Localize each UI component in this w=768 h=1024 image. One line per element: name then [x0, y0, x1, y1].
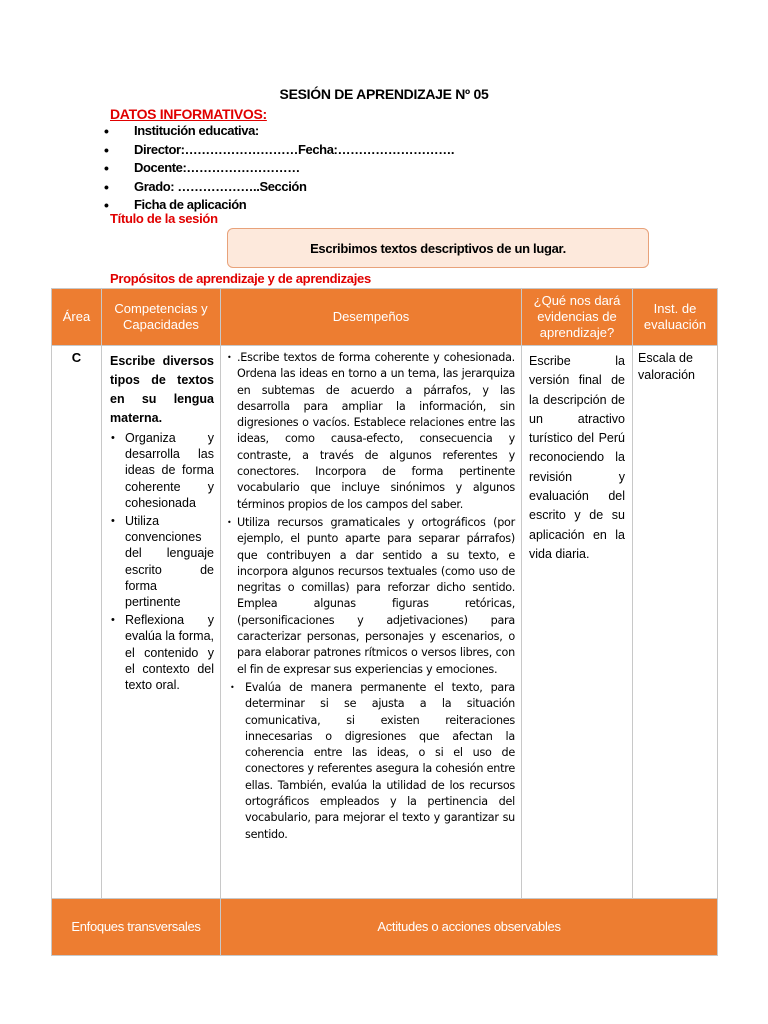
footer-actitudes: Actitudes o acciones observables: [221, 899, 718, 956]
competencia-title: Escribe diversos tipos de textos en su lengua materna.: [110, 354, 214, 425]
info-item-grado: • Grado: ………………..Sección: [104, 178, 454, 197]
capacidad-item: • Reflexiona y evalúa la forma, el contenido y el contexto del texto oral.: [110, 612, 214, 693]
desempeno-item: • Utiliza recursos gramaticales y ortográficos (por ejemplo, el punto aparte para separar párrafos) que contribuyen a dar sentido a su texto, e incorpora algunos recursos textuales (como uso de negritas o comillas) para reforzar dicho sentido. Emplea algunas figuras retóricas, (personificaciones y adjetivaciones) para caracterizar personas, personajes y escenarios, o para elaborar patrones rítmicos o versos libres, con el fin de expresar sus experiencias y emociones.: [227, 515, 515, 678]
titulo-sesion-label: Título de la sesión: [110, 211, 218, 226]
desempenos-list: [227, 350, 515, 843]
titulo-sesion-value: Escribimos textos descriptivos de un lugar.: [310, 240, 566, 256]
header-instrumento: Inst. de evaluación: [633, 289, 718, 346]
info-item-docente: • Docente:………………………: [104, 159, 454, 178]
header-desempenos: Desempeños: [221, 289, 522, 346]
capacidad-item: • Utiliza convenciones del lenguaje escrito de forma pertinente: [110, 513, 214, 610]
desempenos-cell: [221, 346, 522, 899]
info-item-director: • Director:………………………Fecha:……………………….: [104, 141, 454, 160]
info-item-ficha: • Ficha de aplicación: [104, 196, 454, 215]
instrumento-cell: Escala de valoración: [633, 346, 718, 899]
propositos-label: Propósitos de aprendizaje y de aprendizajes: [110, 271, 371, 286]
header-evidencias: ¿Qué nos dará evidencias de aprendizaje?: [522, 289, 633, 346]
evidencias-cell: Escribe la versión final de la descripción de un atractivo turístico del Perú reconociendo la revisión y evaluación del escrito y de su aplicación en la vida diaria.: [522, 346, 633, 899]
capacidad-item: • Organiza y desarrolla las ideas de forma coherente y cohesionada: [110, 430, 214, 511]
area-cell: C: [52, 346, 102, 899]
table-footer-row: [52, 899, 718, 956]
info-item-institucion: • Institución educativa:: [104, 122, 454, 141]
datos-informativos-heading: DATOS INFORMATIVOS:: [110, 106, 267, 122]
header-area: Área: [52, 289, 102, 346]
table-header-row: [52, 289, 718, 346]
desempeno-item: • Evalúa de manera permanente el texto, para determinar si se ajusta a la situación comunicativa, si existen reiteraciones innecesarias o digresiones que afectan la coherencia entre las ideas, o si el uso de conectores y referentes asegura la cohesión entre ellas. También, evalúa la utilidad de los recursos ortográficos empleados y la pertinencia del vocabulario, para mejorar el texto y garantizar su sentido.: [227, 680, 515, 843]
capacidades-list: [110, 430, 214, 693]
footer-enfoques: Enfoques transversales: [52, 899, 221, 956]
page-title: SESIÓN DE APRENDIZAJE Nº 05: [279, 86, 489, 102]
titulo-sesion-box: [227, 228, 649, 268]
desempeno-item: • .Escribe textos de forma coherente y cohesionada. Ordena las ideas en torno a un tema, las jerarquiza en subtemas de acuerdo a párrafos, y las desarrolla para ampliar la información, sin digresiones o vacíos. Establece relaciones entre las ideas, como causa-efecto, consecuencia y contraste, a través de algunos referentes y conectores. Incorpora de forma pertinente vocabulario que incluye sinónimos y algunos términos propios de los campos del saber.: [227, 350, 515, 513]
table-row: [52, 346, 718, 899]
learning-table: [51, 288, 718, 956]
competencias-cell: [102, 346, 221, 899]
info-list: [104, 122, 454, 215]
header-competencias: Competencias y Capacidades: [102, 289, 221, 346]
